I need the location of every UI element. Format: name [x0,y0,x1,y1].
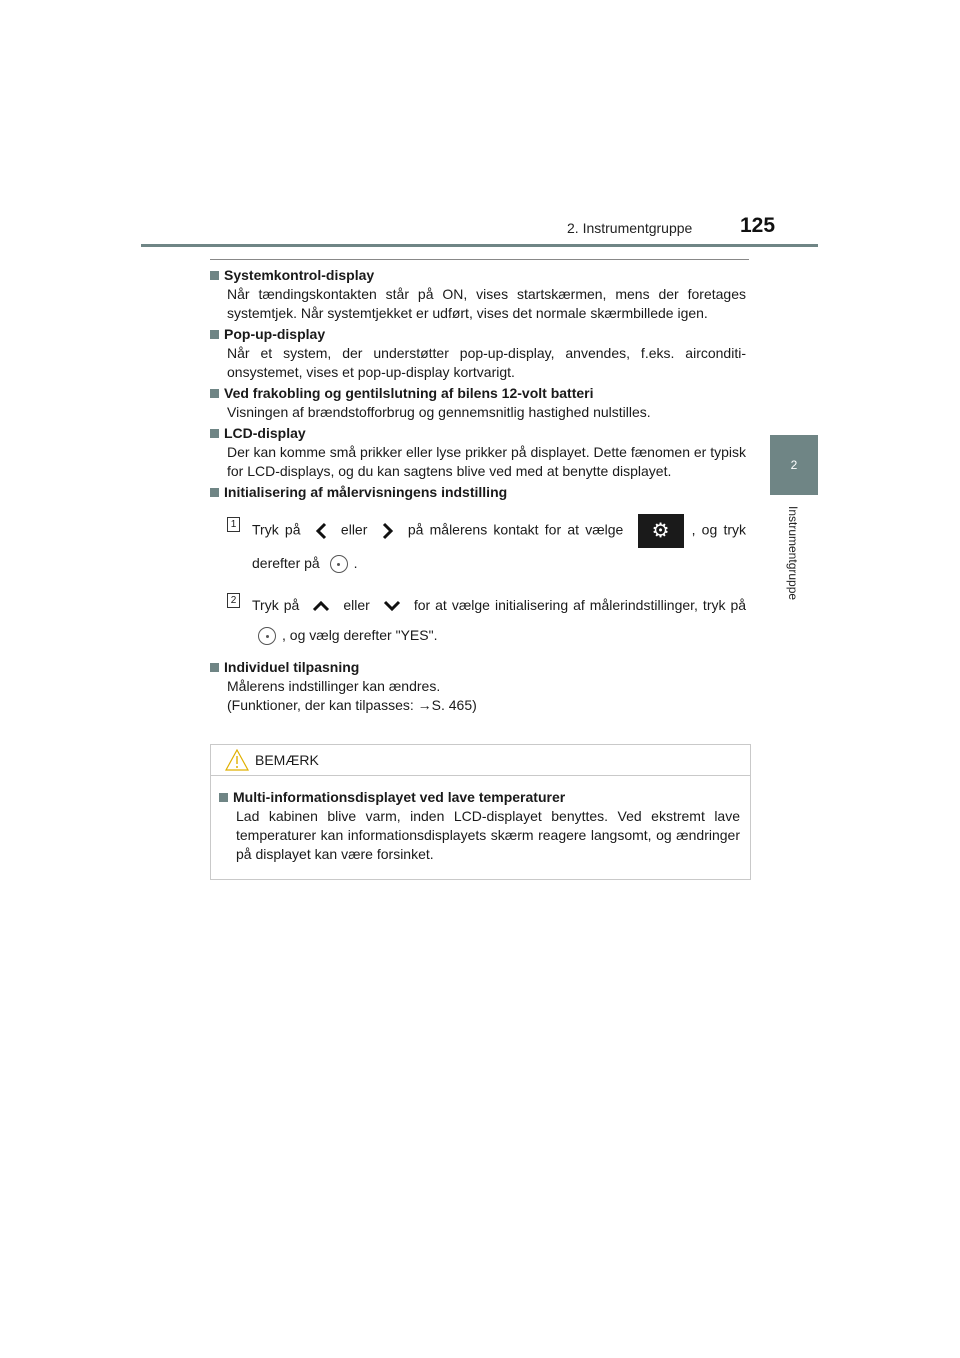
chevron-left-icon [315,522,327,540]
main-content [210,266,746,717]
chevron-up-icon [312,600,330,612]
step-text-part: Tryk på [252,597,300,613]
section-body: Visningen af brændstofforbrug og gennemsnitlig hastighed nulstilles. [227,404,651,420]
square-bullet-icon [210,330,219,339]
section-body [210,677,746,715]
step-text-part: eller [340,521,368,538]
step-text-part: , og vælg derefter "YES". [282,627,438,643]
section-lcd [210,424,746,481]
ok-button-icon [258,627,276,645]
section-popup [210,325,746,382]
chapter-tab: 2 [770,435,818,495]
settings-gear-icon: ⚙ [638,514,684,548]
section-title: Initialisering af målervisningens indstilling [224,484,508,500]
content-rule [210,259,749,260]
step-text [252,514,746,578]
step-text-part: for at vælge initialisering af målerindstillinger, tryk på [413,597,747,613]
step-number: 2 [227,593,240,608]
chevron-down-icon [383,600,401,612]
step-text-part: , og tryk derefter på [252,521,747,571]
square-bullet-icon [210,429,219,438]
section-title: Systemkontrol-display [224,267,375,283]
section-body: Når tændingskontakten står på ON, vises startskærmen, mens der foretages systemtjek. Når systemtjekket er udført, vises det normale skærmbillede igen. [227,286,746,321]
individual-line-2 [227,696,746,715]
ok-button-dot [266,635,269,638]
section-individual [210,658,746,715]
square-bullet-icon [210,271,219,280]
step-text-part: Tryk på [252,521,301,538]
notice-content [211,776,750,864]
square-bullet-icon [210,663,219,672]
chevron-right-icon [382,522,394,540]
section-system-check [210,266,746,323]
ok-button-dot [337,563,340,566]
section-title: Ved frakobling og gentilslutning af bilens 12-volt batteri [224,385,594,401]
section-body: Der kan komme små prikker eller lyse prikker på displayet. Dette fænomen er typisk for LCD-displays, og du kan sagtens blive ved med at benytte displayet. [227,444,746,479]
individual-line-1: Målerens indstillinger kan ændres. [227,678,441,694]
step-1 [210,514,746,578]
notice-title: Multi-informationsdisplayet ved lave temperaturer [233,789,566,805]
step-number: 1 [227,517,240,532]
step-text-part: . [353,555,358,571]
step-2 [210,590,746,650]
ok-button-icon [330,555,348,573]
square-bullet-icon [210,389,219,398]
step-text-part: eller [343,597,370,613]
step-text [252,590,746,650]
step-text-part: på målerens kontakt for at vælge [407,521,624,538]
section-body: Når et system, der understøtter pop-up-display, anvendes, f.eks. airconditi-onsystemet, vises et pop-up-display kortvarigt. [227,345,746,380]
notice-header [211,745,750,776]
section-battery [210,384,746,422]
arrow-icon: → [417,697,432,713]
header-section-title: 2. Instrumentgruppe [567,220,693,236]
notice-body-text: Lad kabinen blive varm, inden LCD-displayet benyttes. Ved ekstremt lave temperaturer kan informationsdisplayets skærm reagere langsomt, og ændringer på displayet kan være forsinket. [236,808,740,862]
page-number: 125 [740,214,776,237]
chapter-tab-label: Instrumentgruppe [786,506,800,601]
warning-triangle-icon [225,749,249,771]
section-title: Individuel tilpasning [224,659,360,675]
section-title: Pop-up-display [224,326,326,342]
page-reference-link[interactable]: S. 465) [431,697,477,713]
section-title: LCD-display [224,425,306,441]
notice-heading: BEMÆRK [255,752,319,768]
notice-box [210,744,751,880]
square-bullet-icon [210,488,219,497]
header-rule [141,244,818,247]
text-part: (Funktioner, der kan tilpasses: [227,697,418,713]
section-initialize [210,483,746,650]
square-bullet-icon [219,793,228,802]
